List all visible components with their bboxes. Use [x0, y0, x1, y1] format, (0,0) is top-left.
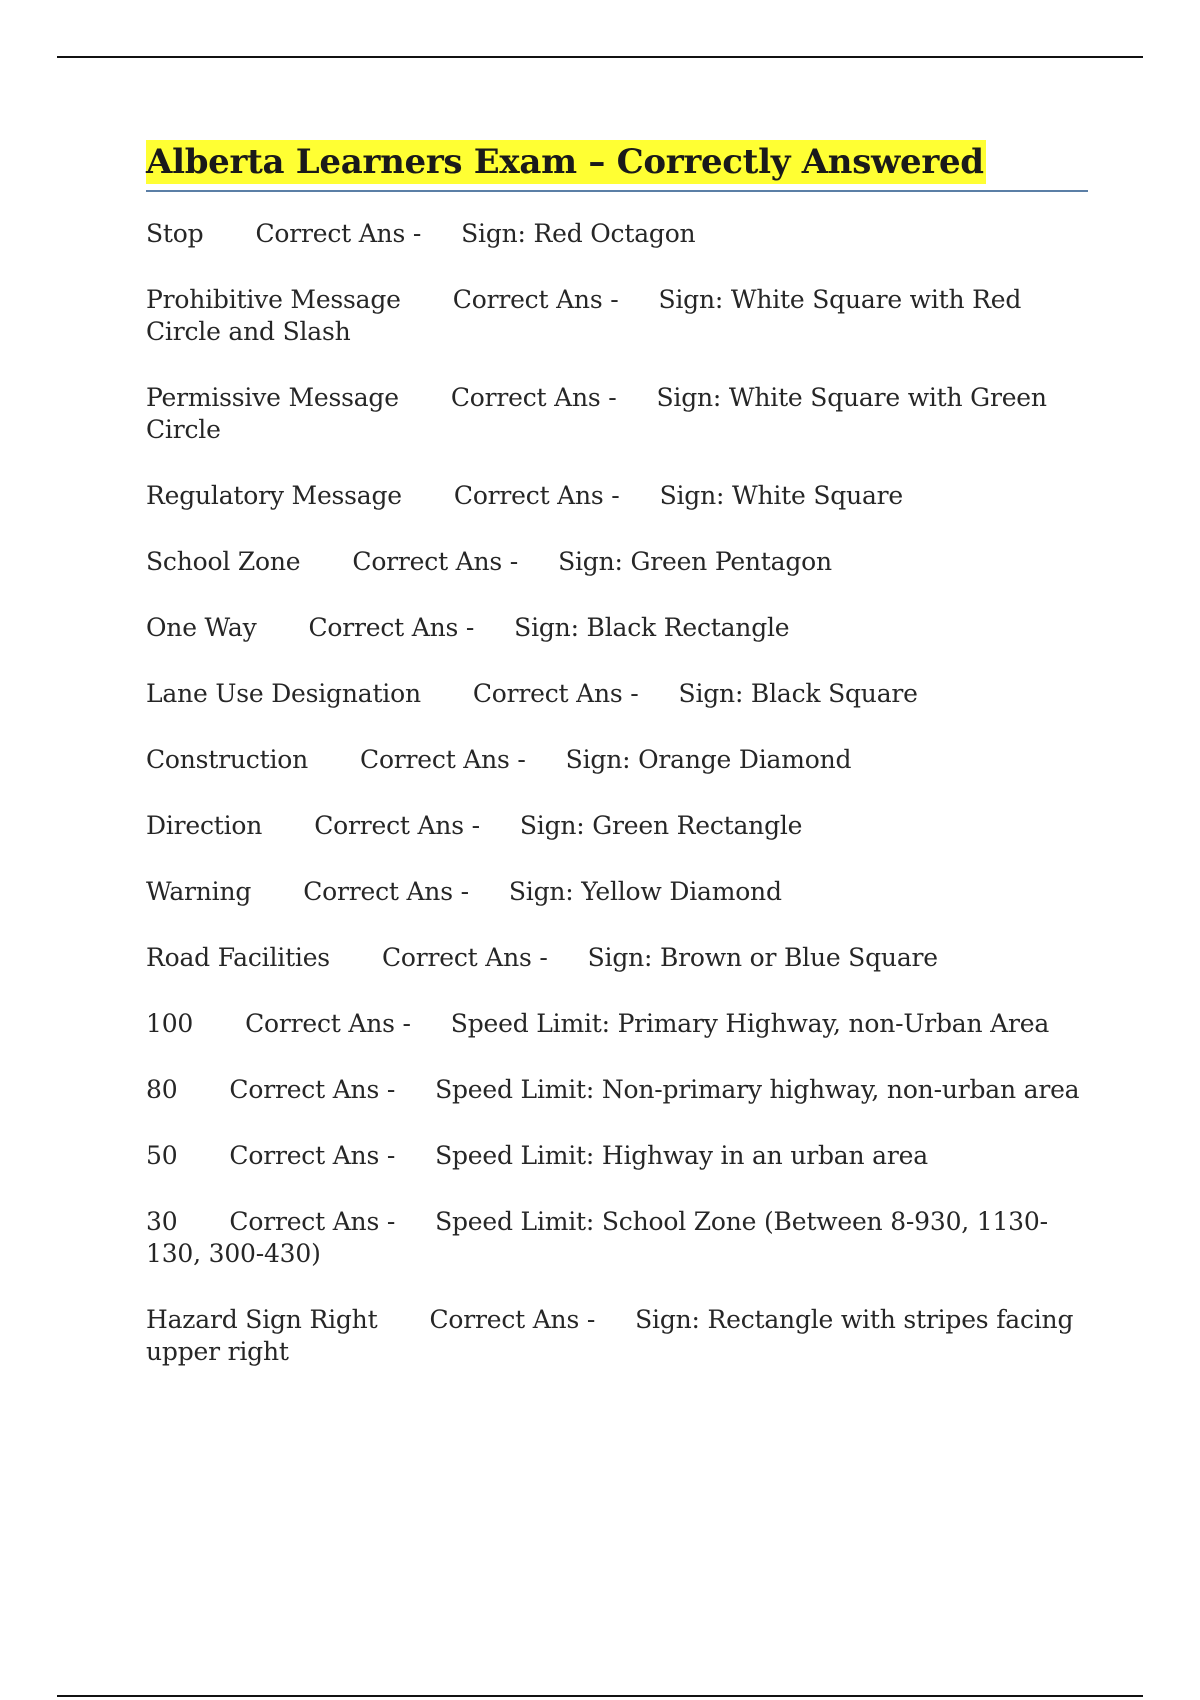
entry-answer-label: Correct Ans -: [381, 943, 548, 972]
title-block: [146, 140, 1088, 192]
entry-definition: Speed Limit: Non-primary highway, non-urban area: [435, 1075, 1080, 1104]
entry-answer-label: Correct Ans -: [450, 383, 617, 412]
qa-entry: [146, 480, 1088, 512]
page-bottom-rule: [57, 1695, 1143, 1697]
entry-definition: Sign: Green Rectangle: [519, 811, 803, 840]
entry-term: 30: [146, 1207, 178, 1236]
entry-answer-label: Correct Ans -: [229, 1141, 396, 1170]
entry-answer-label: Correct Ans -: [453, 481, 620, 510]
qa-entry: [146, 1008, 1088, 1040]
entry-answer-label: Correct Ans -: [314, 811, 480, 840]
qa-list: [146, 218, 1088, 1368]
entry-term: 50: [146, 1141, 178, 1170]
document-title: Alberta Learners Exam – Correctly Answered: [146, 142, 984, 182]
entry-definition: Sign: Brown or Blue Square: [587, 943, 938, 972]
entry-definition: Speed Limit: School Zone (Between 8-930, 1130-130, 300-430): [146, 1207, 1048, 1268]
entry-answer-label: Correct Ans -: [352, 547, 519, 576]
entry-answer-label: Correct Ans -: [229, 1207, 396, 1236]
entry-term: Road Facilities: [146, 943, 330, 972]
entry-term: Prohibitive Message: [146, 285, 401, 314]
entry-term: Hazard Sign Right: [146, 1305, 378, 1334]
entry-answer-label: Correct Ans -: [308, 613, 475, 642]
qa-entry: [146, 678, 1088, 710]
entry-term: Lane Use Designation: [146, 679, 421, 708]
document-body: [146, 140, 1088, 1402]
entry-term: 100: [146, 1009, 194, 1038]
entry-definition: Sign: Red Octagon: [461, 219, 696, 248]
qa-entry: [146, 612, 1088, 644]
entry-term: Warning: [146, 877, 252, 906]
qa-entry: [146, 876, 1088, 908]
qa-entry: [146, 218, 1088, 250]
entry-definition: Sign: Black Square: [678, 679, 918, 708]
entry-term: School Zone: [146, 547, 301, 576]
qa-entry: [146, 1206, 1088, 1270]
entry-answer-label: Correct Ans -: [255, 219, 422, 248]
entry-term: Direction: [146, 811, 263, 840]
entry-definition: Sign: Orange Diamond: [565, 745, 852, 774]
entry-answer-label: Correct Ans -: [452, 285, 619, 314]
entry-answer-label: Correct Ans -: [360, 745, 526, 774]
entry-term: Construction: [146, 745, 309, 774]
entry-term: 80: [146, 1075, 178, 1104]
entry-definition: Speed Limit: Primary Highway, non-Urban Area: [450, 1009, 1050, 1038]
qa-entry: [146, 810, 1088, 842]
qa-entry: [146, 284, 1088, 348]
entry-answer-label: Correct Ans -: [245, 1009, 411, 1038]
page-top-rule: [57, 56, 1143, 58]
entry-definition: Sign: White Square with Green Circle: [146, 383, 1047, 444]
qa-entry: [146, 1140, 1088, 1172]
entry-answer-label: Correct Ans -: [472, 679, 639, 708]
qa-entry: [146, 744, 1088, 776]
entry-answer-label: Correct Ans -: [429, 1305, 596, 1334]
entry-answer-label: Correct Ans -: [229, 1075, 396, 1104]
qa-entry: [146, 382, 1088, 446]
qa-entry: [146, 1074, 1088, 1106]
qa-entry: [146, 942, 1088, 974]
entry-definition: Sign: Rectangle with stripes facing upper right: [146, 1305, 1074, 1366]
entry-definition: Sign: White Square with Red Circle and Slash: [146, 285, 1022, 346]
entry-definition: Sign: Yellow Diamond: [508, 877, 782, 906]
qa-entry: [146, 1304, 1088, 1368]
qa-entry: [146, 546, 1088, 578]
entry-term: Stop: [146, 219, 204, 248]
entry-definition: Sign: Green Pentagon: [558, 547, 832, 576]
entry-definition: Speed Limit: Highway in an urban area: [435, 1141, 928, 1170]
entry-term: Regulatory Message: [146, 481, 402, 510]
entry-term: One Way: [146, 613, 257, 642]
entry-term: Permissive Message: [146, 383, 399, 412]
entry-definition: Sign: Black Rectangle: [514, 613, 790, 642]
entry-answer-label: Correct Ans -: [303, 877, 469, 906]
entry-definition: Sign: White Square: [659, 481, 904, 510]
